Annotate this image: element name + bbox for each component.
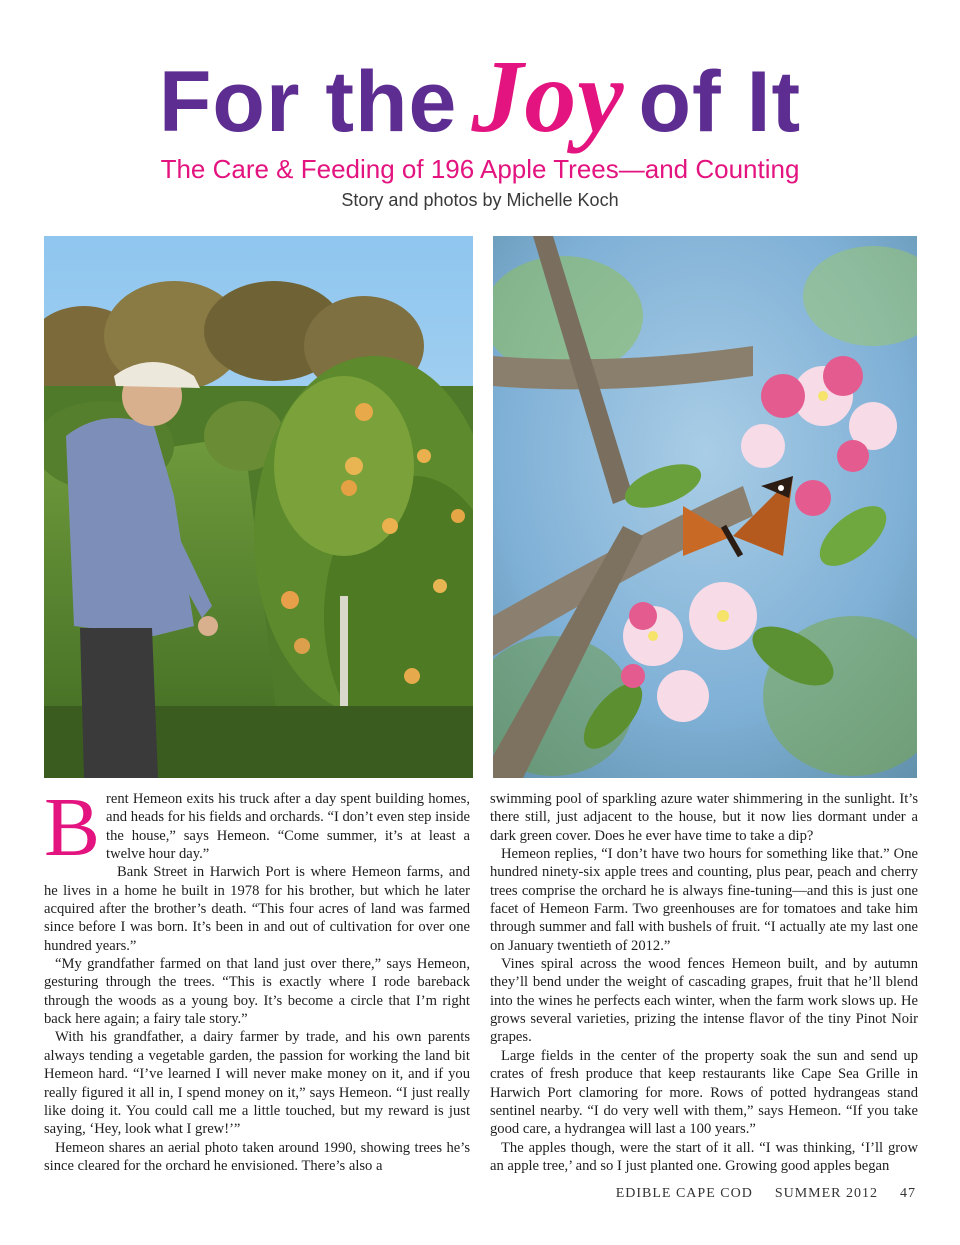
paragraph-6: swimming pool of sparkling azure water shimmering in the sunlight. It’s there still, just adjacent to the house, but it now lies dormant under a dark green cover. Does he ever have time to take a dip?	[490, 791, 918, 844]
footer-publication: EDIBLE CAPE COD	[615, 1186, 753, 1201]
paragraph-8: Vines spiral across the wood fences Hemeon built, and by autumn they’ll bend under the weight of cascading grapes, fruit that he’ll blend into the wines he perfects each winter, when the farm work slows up. He grows several varieties, prizing the intense flavor of the tiny Pinot Noir grapes.	[490, 956, 918, 1046]
title-after: of It	[638, 54, 802, 150]
footer-issue: SUMMER 2012	[774, 1186, 878, 1201]
paragraph-10: The apples though, were the start of it all. “I was thinking, ‘I’ll grow an apple tree,’ and so I just planted one. Growing good apples began	[490, 1139, 918, 1174]
paragraph-9: Large fields in the center of the property soak the sun and send up crates of fresh produce that keep restaurants like Cape Sea Grille in Harwich Port clamoring for more. Rows of potted hydrangeas stand sentinel nearby. “I do very well with them,” says Hemeon. “If you take good care, a hydrangea will last a 100 years.”	[490, 1047, 918, 1138]
page-footer	[616, 1186, 916, 1202]
article-subtitle: The Care & Feeding of 196 Apple Trees—and Counting	[160, 154, 800, 184]
title-joy-word: Joy	[471, 39, 625, 154]
apple-blossom-butterfly-photo	[493, 236, 917, 778]
paragraph-5: Hemeon shares an aerial photo taken around 1990, showing trees he’s since cleared for the orchard he envisioned. There’s also a	[44, 1139, 470, 1174]
paragraph-3: “My grandfather farmed on that land just over there,” says Hemeon, gesturing through the trees. “This is exactly where I rode bareback through the woods as a young boy. It’s become a circle that I’m right back here again; a fairy tale story.”	[44, 956, 470, 1028]
page-number: 47	[900, 1186, 916, 1201]
article-title	[0, 39, 960, 157]
title-before: For the	[158, 54, 458, 150]
paragraph-1	[44, 790, 470, 874]
article-column-left	[44, 790, 470, 1180]
paragraph-2: Bank Street in Harwich Port is where Hemeon farms, and he lives in a home he built in 1978 for his brother, but which he later acquired after the brother’s death. “This four acres of land was farmed since before I was born. It’s been in and out of cultivation for over one hundred years.”	[44, 864, 470, 954]
paragraph-4: With his grandfather, a dairy farmer by trade, and his own parents always tending a vegetable garden, the passion for working the land bit Hemeon hard. “I’ve learned I will never make money on it, and if you really figured it all in, I spend money on it,” says Hemeon. “I just really like doing it. You could call me a little touched, but my reward is just saying, ‘Hey, look what I grew!’”	[44, 1029, 470, 1138]
article-column-right	[490, 790, 918, 1180]
drop-cap: B	[44, 790, 101, 874]
orchard-farmer-photo	[44, 236, 473, 778]
paragraph-1-text: rent Hemeon exits his truck after a day spent building homes, and heads for his fields and orchards. “I don’t even step inside the house,” says Hemeon. “Come summer, it’s at least a twelve hour day.”	[106, 791, 470, 863]
paragraph-7: Hemeon replies, “I don’t have two hours for something like that.” One hundred ninety-six apple trees and counting, plus pear, peach and cherry trees comprise the orchard he is always fine-tuning—and this is just one facet of Hemeon Farm. Two greenhouses are for tomatoes and take him through summer and fall with bushels of fruit. “I actually ate my last one on January twentieth of 2012.”	[490, 846, 918, 954]
byline: Story and photos by Michelle Koch	[341, 190, 619, 210]
